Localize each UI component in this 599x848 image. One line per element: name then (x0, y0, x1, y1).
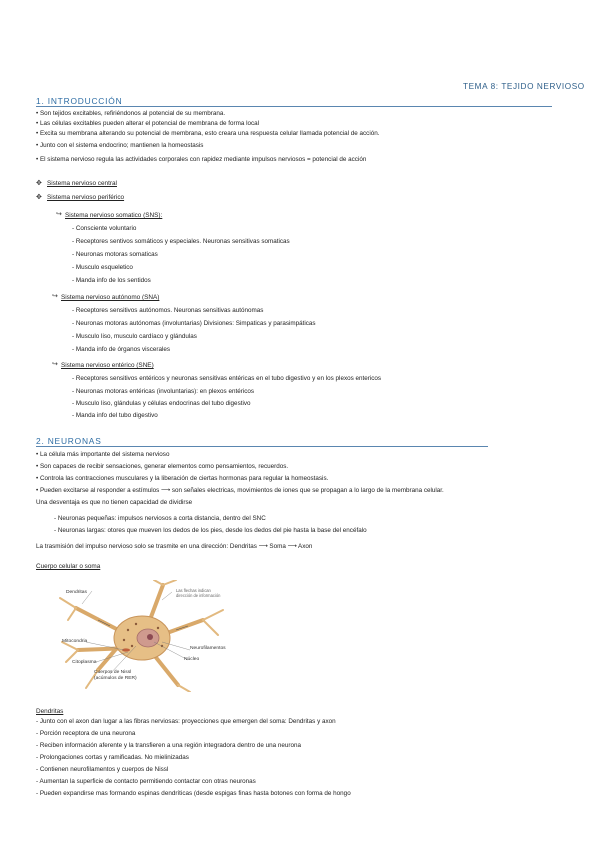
list-item: - Neuronas motoras autónomas (involuntarias) Divisiones: Simpaticas y parasimpáticas (72, 320, 316, 327)
list-item: - Porción receptora de una neurona (36, 730, 136, 737)
list-item: - Neuronas pequeñas: impulsos nerviosos a corta distancia, dentro del SNC (54, 515, 266, 522)
label-mitocondria: Mitocondria (62, 639, 88, 644)
label-nucleo: Núcleo (184, 657, 200, 662)
list-item: - Musculo liso, glándulas y células endocrinas del tubo digestivo (72, 400, 251, 407)
list-item: • Son capaces de recibir sensaciones, generar elementos como pensamientos, recuerdos. (36, 463, 289, 470)
subheading-dendritas: Dendritas (36, 708, 64, 715)
list-item: • Son tejidos excitables, refiriéndonos al potencial de su membrana. (36, 110, 226, 117)
list-item: • Excita su membrana alterando su potencial de membrana, esto creara una respuesta celular llamada potencial de acción. (36, 130, 380, 137)
diamond-bullet-icon: ✥ (36, 180, 42, 187)
subheading-snp: Sistema nervioso periférico (47, 194, 125, 201)
list-item: - Consciente voluntario (72, 225, 137, 232)
diamond-bullet-icon: ✥ (36, 194, 42, 201)
list-item: - Manda info de los sentidos (72, 277, 151, 284)
section-rule (36, 446, 488, 447)
list-item: • Controla las contracciones musculares y la liberación de ciertas hormonas para regular la homeostasis. (36, 475, 329, 482)
list-item: - Neuronas motoras somaticas (72, 251, 158, 258)
label-flechas: Las flechas indican (176, 588, 211, 593)
list-item: - Receptores sentivos somáticos y especiales. Neuronas sensitivas somaticas (72, 238, 290, 245)
section-heading-neuronas: 2. NEURONAS (36, 436, 102, 446)
list-item: - Prolongaciones cortas y ramificadas. No mielinizadas (36, 754, 189, 761)
list-item: - Neuronas motoras entéricas (involuntarias): en plexos entéricos (72, 388, 254, 395)
document-title: TEMA 8: TEJIDO NERVIOSO (463, 82, 585, 91)
list-item: • Pueden excitarse al responder a estímulos ⟶ son señales electricas, movimientos de iones que se propagan a lo largo de la membrana celular. (36, 487, 444, 494)
list-item: • La célula más importante del sistema nervioso (36, 451, 170, 458)
list-item: - Receptores sensitivos entéricos y neuronas sensitivas entéricas en el tubo digestivo y en los plexos entericos (72, 375, 382, 382)
label-cuerpos-nissl: Cuerpos de Nissl (94, 670, 132, 675)
list-item: - Manda info de órganos viscerales (72, 346, 171, 353)
list-item: - Manda info del tubo digestivo (72, 412, 158, 419)
list-item: - Junto con el axon dan lugar a las fibras nerviosas: proyecciones que emergen del soma: Dendritas y axon (36, 718, 336, 725)
return-arrow-icon: ↪ (56, 211, 62, 218)
list-item: • El sistema nervioso regula las actividades corporales con rapidez mediante impulsos nerviosos = potencial de acción (36, 156, 367, 163)
paragraph: La trasmisión del impulso nervioso solo se trasmite en una dirección: Dendritas ⟶ Soma ⟶ Axon (36, 543, 313, 550)
label-neurofilamentos: Neurofilamentos (190, 646, 226, 651)
list-item: • Junto con el sistema endocrino; mantienen la homeostasis (36, 142, 204, 149)
subheading-sna: Sistema nervioso autónomo (SNA) (61, 294, 160, 301)
list-item: - Neuronas largas: otores que mueven los dedos de los pies, desde los dedos del pie hasta la base del encéfalo (54, 527, 367, 534)
neuron-figure (58, 580, 230, 692)
label-citoplasma: Citoplasma (72, 660, 97, 665)
list-item: - Musculo liso, musculo cardíaco y glándulas (72, 333, 197, 340)
subheading-snc: Sistema nervioso central (47, 180, 117, 187)
label-flechas-direccion: dirección de información (176, 593, 221, 598)
list-item: - Aumentan la superficie de contacto permitiendo contactar con otras neuronas (36, 778, 256, 785)
subheading-cuerpo-celular: Cuerpo celular o soma (36, 563, 101, 570)
subheading-sne: Sistema nervioso entérico (SNE) (61, 362, 154, 369)
list-item: - Musculo esqueletico (72, 264, 133, 271)
subheading-sns: Sistema nervioso somatico (SNS): (65, 212, 163, 219)
paragraph: Una desventaja es que no tienen capacidad de dividirse (36, 499, 193, 506)
label-dendritas: Dendritas (66, 590, 87, 595)
return-arrow-icon: ↪ (52, 361, 58, 368)
list-item: - Contienen neurofilamentos y cuerpos de Nissl (36, 766, 169, 773)
section-rule (36, 106, 552, 107)
list-item: - Reciben información aferente y la transfieren a una región integradora dentro de una neurona (36, 742, 301, 749)
list-item: - Receptores sensitivos autónomos. Neuronas sensitivas autónomas (72, 307, 264, 314)
section-heading-introduccion: 1. INTRODUCCIÓN (36, 96, 123, 106)
label-acumulos-rer: (acúmulos de RER) (94, 676, 137, 681)
list-item: • Las células excitables pueden alterar el potencial de membrana de forma local (36, 120, 260, 127)
list-item: - Pueden expandirse mas formando espinas dendríticas (desde espigas finas hasta botones con forma de hongo (36, 790, 351, 797)
return-arrow-icon: ↪ (52, 293, 58, 300)
